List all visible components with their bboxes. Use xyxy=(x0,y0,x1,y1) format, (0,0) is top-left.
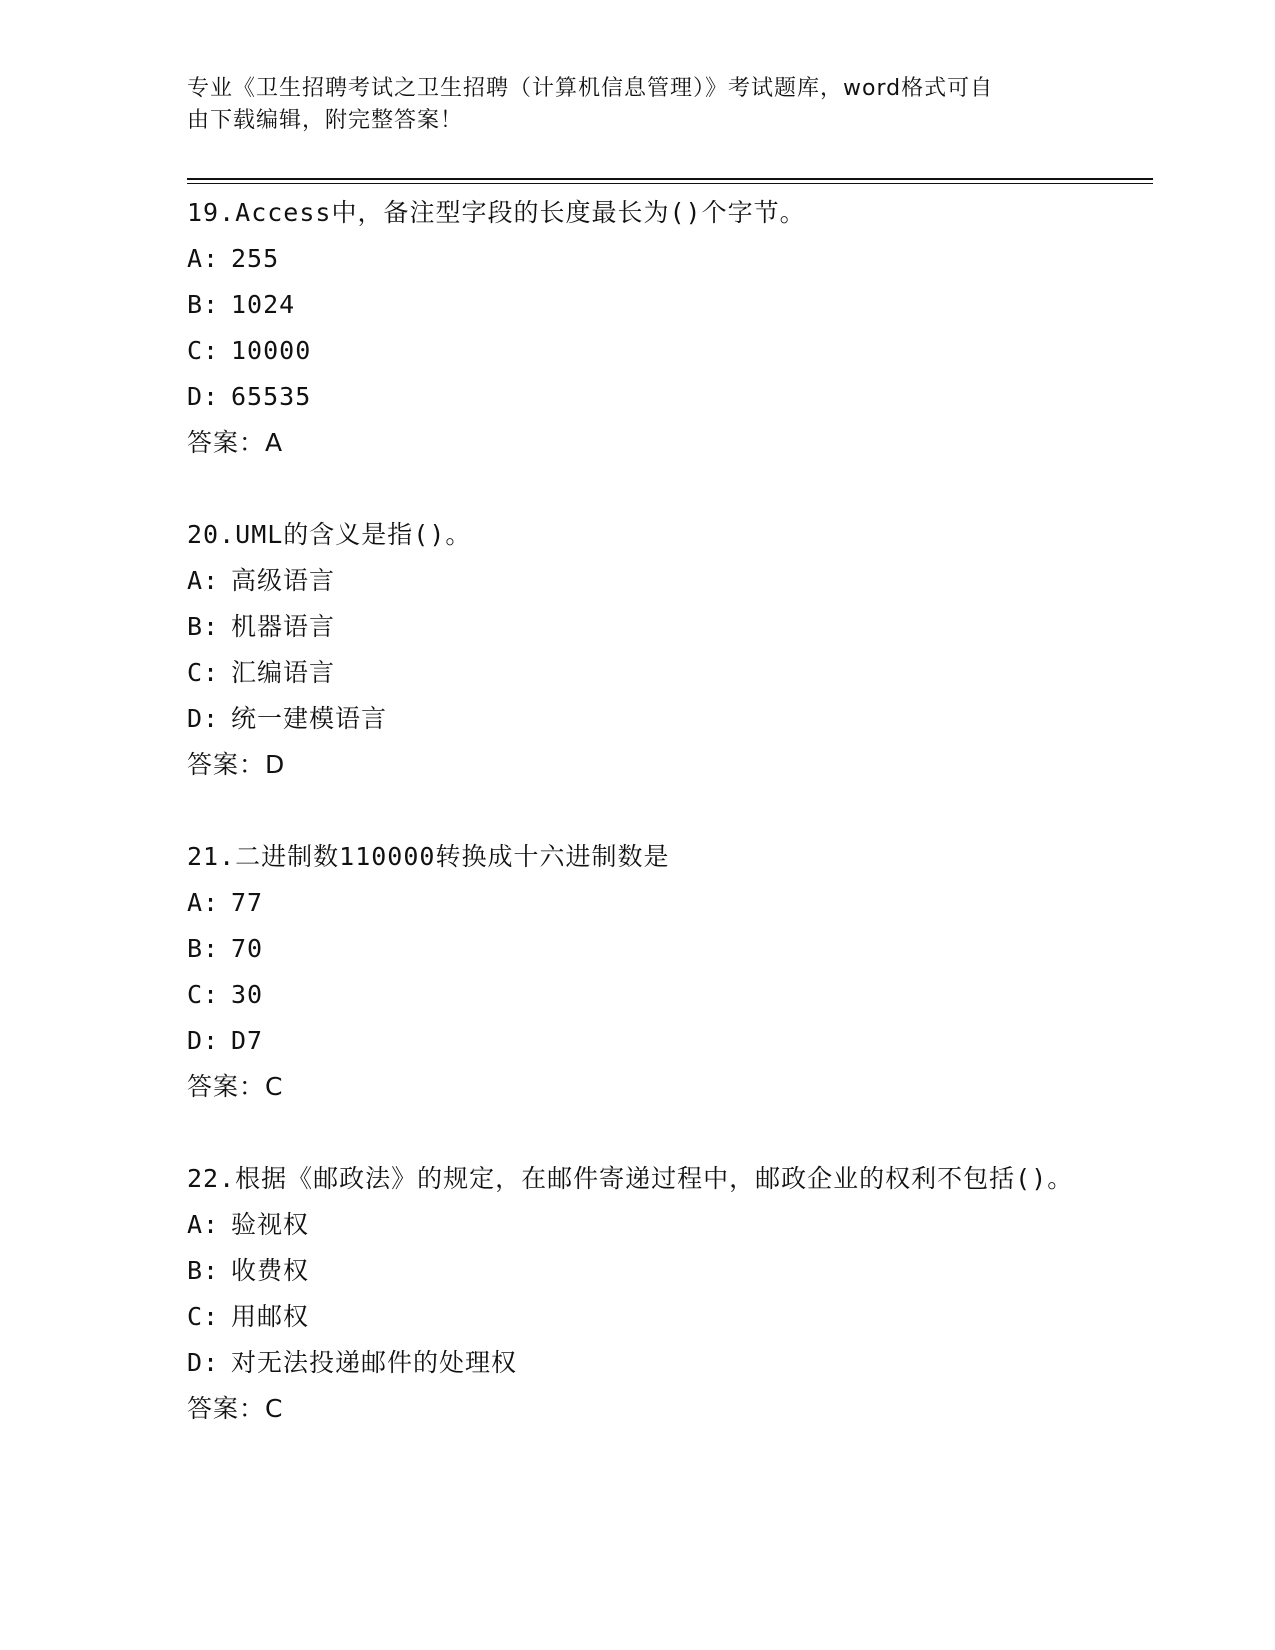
answer-line: 答案：C xyxy=(187,1394,284,1423)
option-text: 65535 xyxy=(231,382,312,411)
option-text: 统一建模语言 xyxy=(231,704,388,733)
option-a xyxy=(187,880,1087,926)
question-20 xyxy=(187,512,1087,788)
option-text: 机器语言 xyxy=(231,612,336,641)
option-text: 70 xyxy=(231,934,264,963)
option-a xyxy=(187,558,1087,604)
option-letter: B: xyxy=(187,934,220,963)
question-21 xyxy=(187,834,1087,1110)
header-line-1: 专业《卫生招聘考试之卫生招聘（计算机信息管理）》考试题库，word格式可自 xyxy=(187,76,994,101)
option-letter: D: xyxy=(187,382,220,411)
option-text: 汇编语言 xyxy=(231,658,336,687)
option-d xyxy=(187,1018,1087,1064)
option-letter: D: xyxy=(187,704,220,733)
option-letter: B: xyxy=(187,290,220,319)
option-text: 对无法投递邮件的处理权 xyxy=(231,1348,518,1377)
option-text: 30 xyxy=(231,980,264,1009)
question-list xyxy=(187,190,1087,1478)
option-letter: A: xyxy=(187,566,220,595)
option-d xyxy=(187,374,1087,420)
option-text: D7 xyxy=(231,1026,264,1055)
option-letter: C: xyxy=(187,658,220,687)
option-letter: A: xyxy=(187,244,220,273)
question-stem: 19.Access中，备注型字段的长度最长为()个字节。 xyxy=(187,198,806,227)
answer-line: 答案：A xyxy=(187,428,284,457)
option-letter: B: xyxy=(187,612,220,641)
question-19 xyxy=(187,190,1087,466)
option-c xyxy=(187,328,1087,374)
header-line-2: 由下载编辑，附完整答案！ xyxy=(187,108,464,133)
option-c xyxy=(187,972,1087,1018)
option-text: 255 xyxy=(231,244,280,273)
option-b xyxy=(187,926,1087,972)
option-letter: C: xyxy=(187,1302,220,1331)
question-stem: 21.二进制数110000转换成十六进制数是 xyxy=(187,842,670,871)
option-text: 77 xyxy=(231,888,264,917)
answer-line: 答案：C xyxy=(187,1072,284,1101)
option-a xyxy=(187,236,1087,282)
option-text: 高级语言 xyxy=(231,566,336,595)
option-b xyxy=(187,1248,1087,1294)
option-letter: A: xyxy=(187,1210,220,1239)
option-letter: C: xyxy=(187,980,220,1009)
option-text: 10000 xyxy=(231,336,312,365)
option-text: 用邮权 xyxy=(231,1302,310,1331)
option-letter: D: xyxy=(187,1348,220,1377)
option-b xyxy=(187,604,1087,650)
option-text: 验视权 xyxy=(231,1210,310,1239)
header-divider-thin xyxy=(187,183,1153,184)
option-d xyxy=(187,1340,1087,1386)
question-stem: 20.UML的含义是指()。 xyxy=(187,520,472,549)
document-header xyxy=(187,73,1067,137)
option-d xyxy=(187,696,1087,742)
header-divider-thick xyxy=(187,178,1153,180)
option-a xyxy=(187,1202,1087,1248)
question-22 xyxy=(187,1156,1087,1432)
option-letter: C: xyxy=(187,336,220,365)
option-letter: D: xyxy=(187,1026,220,1055)
answer-line: 答案：D xyxy=(187,750,286,779)
option-c xyxy=(187,650,1087,696)
option-text: 收费权 xyxy=(231,1256,310,1285)
option-b xyxy=(187,282,1087,328)
option-letter: B: xyxy=(187,1256,220,1285)
question-stem: 22.根据《邮政法》的规定，在邮件寄递过程中，邮政企业的权利不包括()。 xyxy=(187,1164,1074,1193)
option-c xyxy=(187,1294,1087,1340)
option-text: 1024 xyxy=(231,290,296,319)
option-letter: A: xyxy=(187,888,220,917)
